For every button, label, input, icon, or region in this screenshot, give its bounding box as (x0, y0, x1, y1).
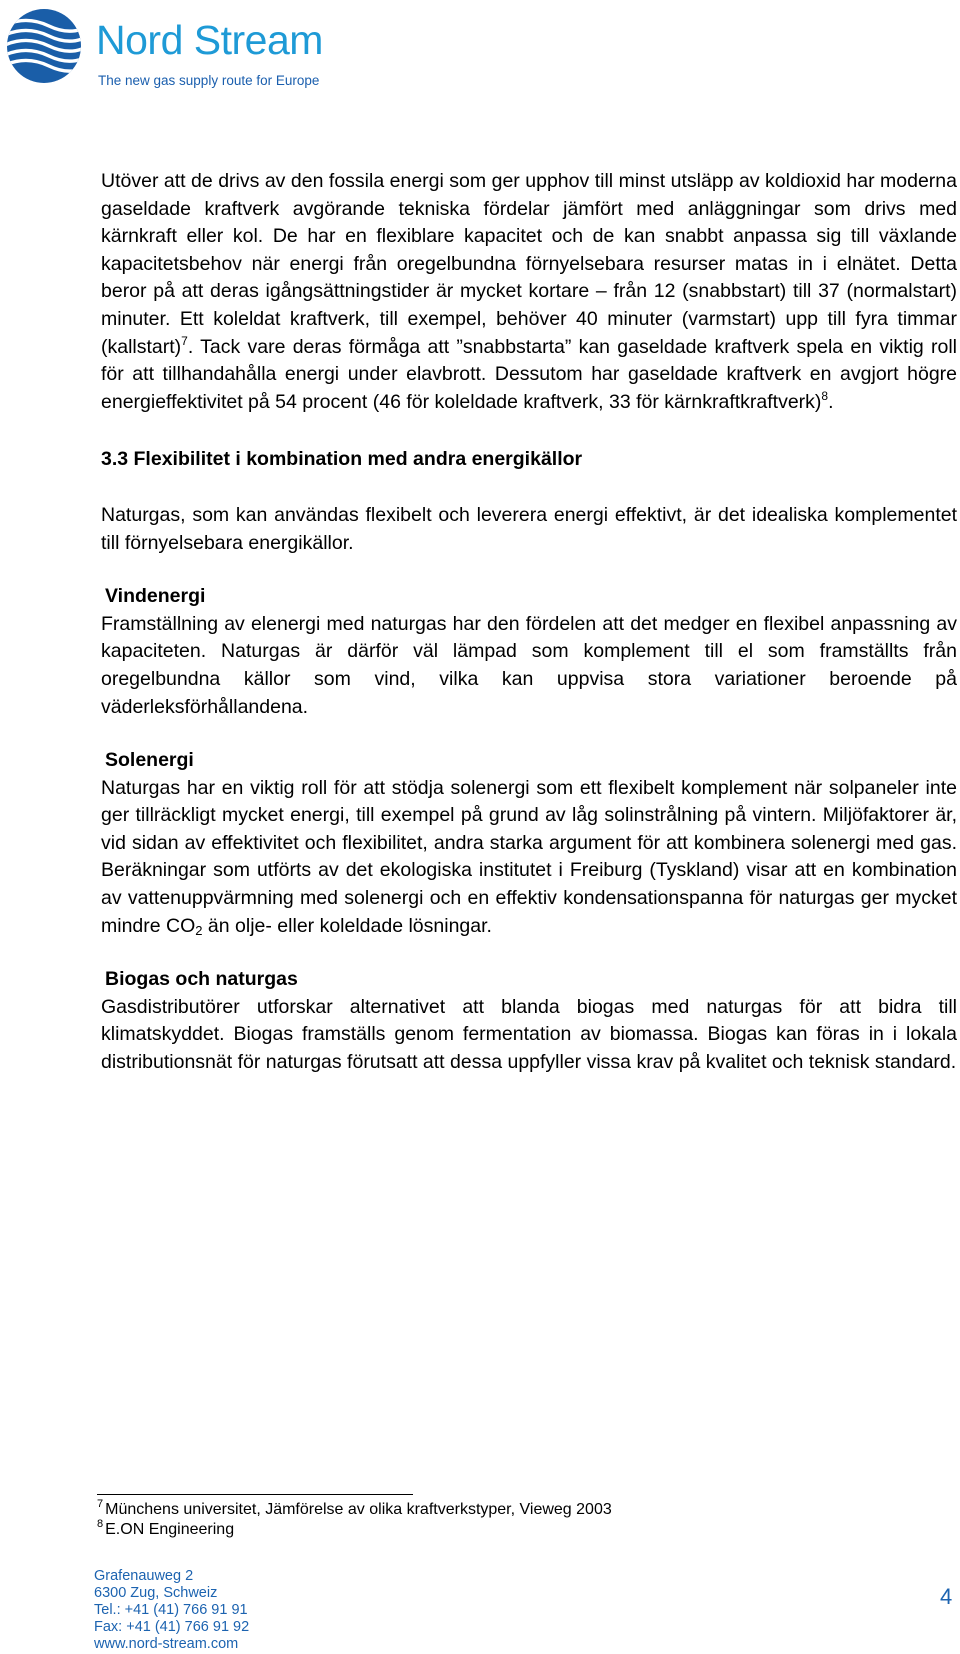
section-wind (101, 583, 957, 721)
footnote-text: Münchens universitet, Jämförelse av olika kraftverkstyper, Vieweg 2003 (105, 1501, 612, 1518)
footnotes (97, 1500, 612, 1540)
address-website-link[interactable]: www.nord-stream.com (94, 1636, 239, 1652)
paragraph-biogas: Gasdistributörer utforskar alternativet att blanda biogas med naturgas för att bidra till klimatskyddet. Biogas framställs genom fermentation av biomassa. Biogas kan föras in i lokala distributionsnät för naturgas förutsatt att dessa uppfyller vissa krav på kvalitet och teknisk standard. (101, 995, 957, 1074)
subheading-biogas: Biogas och naturgas (105, 968, 298, 991)
footnote-ref-8[interactable]: 8 (821, 388, 829, 403)
address-phone: Tel.: +41 (41) 766 91 91 (94, 1602, 248, 1618)
section-solar (101, 747, 957, 940)
footnote-number: 8 (97, 1518, 104, 1530)
address-city: 6300 Zug, Schweiz (94, 1585, 218, 1601)
globe-wave-logo-icon (4, 6, 84, 86)
paragraph-wind: Framställning av elenergi med naturgas har den fördelen att det medger en flexibel anpassning av kapaciteten. Naturgas är därför väl lämpad som komplement till el som framställts från oregelbundna källor som vind, vilka kan uppvisa stora variationer beroende på väderleksförhållandena. (101, 612, 957, 718)
paragraph-text: . (828, 390, 834, 413)
footnote-ref-7[interactable]: 7 (181, 333, 188, 348)
nord-stream-logo (4, 6, 344, 86)
footnote-number: 7 (97, 1498, 104, 1510)
footnote-7 (97, 1500, 612, 1520)
section-heading: 3.3 Flexibilitet i kombination med andra energikällor (101, 448, 583, 471)
footnote-text: E.ON Engineering (105, 1521, 235, 1538)
subheading-solar: Solenergi (105, 749, 194, 772)
paragraph-text: än olje- eller koleldade lösningar. (202, 914, 492, 937)
document-body (101, 168, 957, 1103)
logo-wordmark: Nord Stream (96, 17, 323, 63)
co2-subscript: 2 (195, 922, 203, 938)
paragraph-gas-power-plants (101, 168, 957, 416)
section-biogas (101, 966, 957, 1076)
paragraph-text: Utöver att de drivs av den fossila energi som ger upphov till minst utsläpp av koldioxid har moderna gaseldade kraftverk avgörande tekniska fördelar jämfört med anläggningar som drivs med kärnkraft eller kol. De har en flexiblare kapacitet och de kan snabbt anpassa sig till växlande kapacitetsbehov när energi från oregelbundna förnyelsebara resurser matas in i elnätet. Detta beror på att deras igångsättningstider är mycket kortare – från 12 (snabbstart) till 37 (normalstart) minuter. Ett koleldat kraftverk, till exempel, behöver 40 minuter (varmstart) upp till fyra timmar (kallstart) (101, 170, 957, 358)
address-street: Grafenauweg 2 (94, 1568, 194, 1584)
logo-tagline: The new gas supply route for Europe (98, 73, 320, 88)
intro-paragraph: Naturgas, som kan användas flexibelt och leverera energi effektivt, är det idealiska komplementet till förnyelsebara energikällor. (101, 503, 957, 554)
subheading-wind: Vindenergi (105, 585, 206, 608)
paragraph-text: Naturgas har en viktig roll för att stödja solenergi som ett flexibelt komplement när solpaneler inte ger tillräckligt mycket energi, till exempel på grund av låg solinstrålning på vintern. Miljöfaktorer är, vid sidan av effektivitet och flexibilitet, andra starka argument för att kombinera solenergi med gas. Beräkningar som utförts av det ekologiska institutet i Freiburg (Tyskland) visar att en kombination av vattenuppvärmning med solenergi och en effektiv kondensationspanna för naturgas ger mycket mindre CO (101, 776, 957, 937)
footnote-separator (97, 1494, 413, 1495)
address-fax: Fax: +41 (41) 766 91 92 (94, 1619, 250, 1635)
footnote-8 (97, 1520, 612, 1540)
page-number: 4 (940, 1584, 953, 1609)
paragraph-solar (101, 775, 957, 941)
footer-address (94, 1568, 249, 1653)
paragraph-text: . Tack vare deras förmåga att ”snabbstarta” kan gaseldade kraftverk spela en viktig roll för att tillhandahålla energi under elavbrott. Dessutom har gaseldade kraftverk en avgjort högre energieffektivitet på 54 procent (46 för koleldade kraftverk, 33 för kärnkraftkraftverk) (101, 335, 957, 413)
